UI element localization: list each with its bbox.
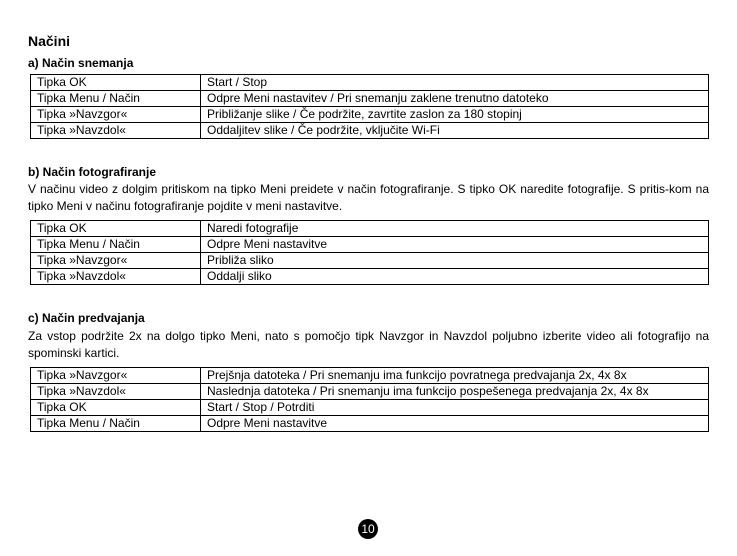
section-c-paragraph: Za vstop podržite 2x na dolgo tipko Meni, nato s pomočjo tipk Navzgor in Navzdol poljubno izberite video ali fotografijo na spominski kartici. (28, 329, 709, 360)
page-title: Načini (28, 33, 71, 49)
section-c-heading: c) Način predvajanja (28, 311, 145, 325)
key-cell: Tipka OK (31, 221, 201, 237)
key-cell: Tipka Menu / Način (31, 91, 201, 107)
key-cell: Tipka Menu / Način (31, 416, 201, 432)
value-cell: Prejšnja datoteka / Pri snemanju ima funkcijo povratnega predvajanja 2x, 4x 8x (201, 368, 709, 384)
table-row (31, 75, 709, 91)
key-cell: Tipka »Navzdol« (31, 123, 201, 139)
value-cell: Oddalji sliko (201, 269, 709, 285)
value-cell: Naslednja datoteka / Pri snemanju ima funkcijo pospešenega predvajanja 2x, 4x 8x (201, 384, 709, 400)
key-cell: Tipka »Navzgor« (31, 107, 201, 123)
value-cell: Naredi fotografije (201, 221, 709, 237)
key-cell: Tipka OK (31, 75, 201, 91)
section-a-heading: a) Način snemanja (28, 56, 134, 70)
section-a-table (30, 74, 709, 139)
table-row (31, 91, 709, 107)
table-row (31, 221, 709, 237)
key-cell: Tipka Menu / Način (31, 237, 201, 253)
value-cell: Približa sliko (201, 253, 709, 269)
value-cell: Start / Stop (201, 75, 709, 91)
key-cell: Tipka »Navzdol« (31, 384, 201, 400)
key-cell: Tipka »Navzgor« (31, 253, 201, 269)
value-cell: Odpre Meni nastavitev / Pri snemanju zaklene trenutno datoteko (201, 91, 709, 107)
key-cell: Tipka OK (31, 400, 201, 416)
value-cell: Oddaljitev slike / Če podržite, vključite Wi-Fi (201, 123, 709, 139)
page-number-badge: 10 (358, 519, 378, 539)
value-cell: Start / Stop / Potrditi (201, 400, 709, 416)
table-row (31, 368, 709, 384)
value-cell: Približanje slike / Če podržite, zavrtite zaslon za 180 stopinj (201, 107, 709, 123)
table-row (31, 253, 709, 269)
table-row (31, 123, 709, 139)
section-b-table (30, 220, 709, 285)
table-row (31, 416, 709, 432)
table-row (31, 107, 709, 123)
table-row (31, 269, 709, 285)
section-b-paragraph: V načinu video z dolgim pritiskom na tipko Meni preidete v način fotografiranje. S tipko OK naredite fotografije. S pritis-kom na tipko Meni v načinu fotografiranje pojdite v meni nastavitve. (28, 182, 709, 213)
key-cell: Tipka »Navzgor« (31, 368, 201, 384)
table-row (31, 400, 709, 416)
value-cell: Odpre Meni nastavitve (201, 237, 709, 253)
table-row (31, 384, 709, 400)
key-cell: Tipka »Navzdol« (31, 269, 201, 285)
section-b-heading: b) Način fotografiranje (28, 165, 157, 179)
value-cell: Odpre Meni nastavitve (201, 416, 709, 432)
section-c-table (30, 367, 709, 432)
table-row (31, 237, 709, 253)
